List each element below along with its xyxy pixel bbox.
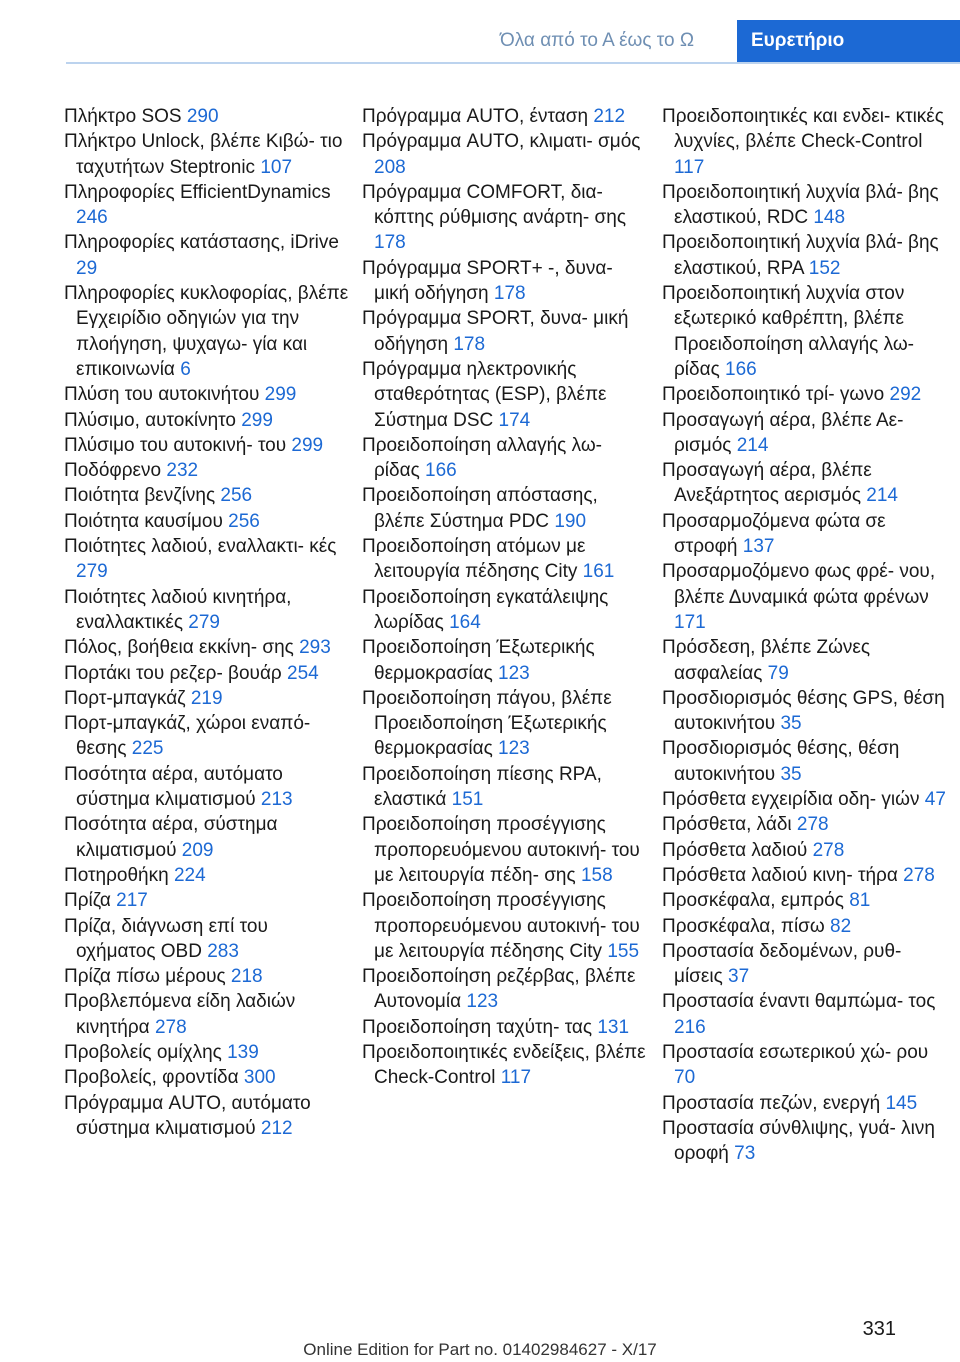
index-entry (662, 939, 947, 990)
entry-text: Ποτηροθήκη (64, 864, 169, 886)
entry-text: Πόλος, βοήθεια εκκίνη‐ σης (64, 637, 294, 659)
index-entry (64, 635, 349, 660)
index-entry (64, 534, 349, 585)
page-link[interactable]: 278 (154, 1016, 187, 1038)
entry-text: Πρόγραμμα ηλεκτρονικής σταθερότητας (ESP), βλέπε Σύστημα DSC (362, 358, 607, 431)
page-link[interactable]: 300 (243, 1067, 276, 1089)
entry-text: Προσκέφαλα, πίσω (662, 915, 825, 937)
page-link[interactable]: 178 (453, 333, 486, 355)
entry-text: Προστασία έναντι θαμπώμα‐ τος (662, 991, 936, 1013)
index-entry (64, 762, 349, 813)
index-entry (662, 888, 947, 913)
index-entry (362, 888, 647, 964)
page-link[interactable]: 212 (593, 106, 626, 127)
index-entry (362, 762, 647, 813)
index-entry (662, 104, 947, 180)
entry-text: Προειδοποιητικές και ενδει‐ κτικές λυχνίες, βλέπε Check-Control (662, 106, 944, 153)
entry-text: Πληροφορίες EfficientDynamics (64, 181, 331, 203)
page-link[interactable]: 292 (889, 384, 922, 406)
index-entry (662, 281, 947, 382)
page-link[interactable]: 216 (674, 1016, 706, 1038)
page-link[interactable]: 214 (866, 485, 898, 507)
entry-text: Προειδοποιητική λυχνία βλά‐ βης ελαστικού, RDC (662, 181, 939, 229)
entry-text: Προσδιορισμός θέσης GPS, θέση αυτοκινήτου (662, 687, 945, 735)
index-entry (662, 635, 947, 686)
index-entry (662, 230, 947, 281)
index-entry (662, 180, 947, 231)
index-entry (362, 180, 647, 256)
page-link[interactable]: 35 (780, 763, 802, 785)
page-link[interactable]: 70 (674, 1067, 696, 1089)
page-link[interactable]: 171 (674, 611, 706, 633)
entry-text: Προστασία δεδομένων, ρυθ‐ μίσεις (662, 940, 902, 988)
index-entry (64, 1091, 349, 1142)
index-column-3 (662, 104, 947, 1166)
page-link[interactable]: 73 (734, 1143, 756, 1165)
entry-text: Προβλεπόμενα είδη λαδιών κινητήρα (64, 991, 296, 1038)
page-link[interactable]: 123 (498, 662, 530, 684)
entry-text: Πληροφορίες κυκλοφορίας, βλέπε Εγχειρίδιο οδηγιών για την πλοήγηση, ψυχαγω‐ γία και επικοινωνία (64, 283, 349, 380)
index-entry (662, 989, 947, 1040)
entry-text: Ποιότητα βενζίνης (64, 485, 216, 507)
page-link[interactable]: 117 (674, 156, 705, 178)
page-link[interactable]: 137 (742, 536, 775, 558)
page-link[interactable]: 81 (849, 890, 871, 912)
index-entry (64, 585, 349, 636)
header-rule (66, 62, 960, 64)
index-entry (362, 534, 647, 585)
index-entry (64, 230, 349, 281)
entry-text: Πρόγραμμα COMFORT, δια‐ κόπτης ρύθμισης ανάρτη‐ σης (362, 181, 626, 229)
index-column-1 (64, 104, 349, 1141)
page-link[interactable]: 131 (597, 1016, 630, 1038)
entry-text: Προειδοποίηση προσέγγισης προπορευόμενου αυτοκινή‐ του με λειτουργία πέδησης City (362, 890, 640, 962)
entry-text: Πρόγραμμα SPORT, δυνα‐ μική οδήγηση (362, 308, 629, 355)
entry-text: Προειδοποίηση ταχύτη‐ τας (362, 1016, 593, 1038)
page-link[interactable]: 151 (451, 789, 484, 811)
page-link[interactable]: 79 (767, 662, 789, 684)
entry-text: Προσδιορισμός θέσης, θέση αυτοκινήτου (662, 738, 900, 785)
entry-text: Προσαρμοζόμενο φως φρέ‐ νου, βλέπε Δυναμικά φώτα φρένων (662, 561, 936, 608)
page-link[interactable]: 161 (582, 561, 615, 583)
page-link[interactable]: 212 (260, 1117, 293, 1139)
entry-text: Πρόγραμμα SPORT+ -, δυνα‐ μική οδήγηση (362, 257, 613, 305)
index-entry (64, 509, 349, 534)
index-entry (64, 686, 349, 711)
page-link[interactable]: 164 (449, 611, 481, 633)
index-entry (64, 888, 349, 913)
index-entry (64, 661, 349, 686)
footer-edition: Online Edition for Part no. 01402984627 - X/17 (303, 1340, 657, 1359)
index-entry (64, 812, 349, 863)
entry-text: Προστασία σύνθλιψης, γυά‐ λινη οροφή (662, 1117, 935, 1165)
section-title[interactable]: Όλα από το Α έως το Ω (500, 30, 695, 51)
page-link[interactable]: 174 (498, 409, 531, 431)
entry-text: Προσκέφαλα, εμπρός (662, 890, 844, 912)
entry-text: Προειδοποίηση εγκατάλειψης λωρίδας (362, 586, 609, 633)
index-entry (64, 989, 349, 1040)
entry-text: Προειδοποιητική λυχνία βλά‐ βης ελαστικού, RPA (662, 232, 939, 279)
index-entry (64, 1065, 349, 1090)
index-entry (64, 180, 349, 231)
entry-text: Πορτ-μπαγκάζ, χώροι εναπό‐ θεσης (64, 713, 311, 760)
index-entry (64, 1040, 349, 1065)
page-link[interactable]: 254 (287, 662, 319, 684)
index-entry (662, 1091, 947, 1116)
index-entry (362, 357, 647, 433)
entry-text: Πλύσιμο, αυτοκίνητο (64, 409, 236, 431)
entry-text: Προειδοποίηση πάγου, βλέπε Προειδοποίηση Έξωτερικής θερμοκρασίας (362, 687, 612, 760)
index-entry (64, 458, 349, 483)
entry-text: Προσαρμοζόμενα φώτα σε στροφή (662, 510, 886, 558)
index-entry (362, 433, 647, 484)
index-column-2 (362, 104, 647, 1091)
index-entry (662, 686, 947, 737)
entry-text: Προειδοποίηση αλλαγής λω‐ ρίδας (362, 434, 602, 482)
entry-text: Πρόσθετα λαδιού (662, 839, 808, 861)
entry-text: Πρόσθετα λαδιού κινη‐ τήρα (662, 864, 898, 886)
entry-text: Πρόσθετα εγχειρίδια οδη‐ γιών (662, 789, 920, 811)
page-link[interactable]: 299 (264, 384, 297, 406)
entry-text: Προειδοποιητική λυχνία στον εξωτερικό καθρέπτη, βλέπε Προειδοποίηση αλλαγής λω‐ ρίδας (662, 283, 914, 380)
entry-text: Πρίζα (64, 890, 111, 912)
index-entry (362, 635, 647, 686)
index-entry (362, 1015, 647, 1040)
page-link[interactable]: 256 (228, 510, 260, 532)
page-link[interactable]: 166 (425, 460, 457, 482)
page-link[interactable]: 107 (260, 156, 293, 178)
page-link[interactable]: 279 (76, 561, 108, 583)
page-link[interactable]: 299 (291, 434, 324, 456)
page-link[interactable]: 293 (299, 637, 331, 659)
entry-text: Πρόγραμμα AUTO, κλιματι‐ σμός (362, 131, 641, 153)
page-link[interactable]: 217 (116, 890, 148, 912)
entry-text: Προειδοποιητικό τρί‐ γωνο (662, 384, 885, 406)
entry-text: Ποσότητα αέρα, σύστημα κλιματισμού (64, 814, 278, 861)
page-link[interactable]: 148 (813, 207, 846, 229)
entry-text: Πλήκτρο SOS (64, 106, 182, 127)
index-entry (662, 458, 947, 509)
page-link[interactable]: 299 (241, 409, 273, 431)
entry-text: Πρόγραμμα AUTO, αυτόματο σύστημα κλιματισμού (64, 1092, 311, 1139)
page-link[interactable]: 213 (260, 789, 293, 811)
entry-text: Ποδόφρενο (64, 460, 162, 482)
page-number: 331 (862, 1318, 896, 1340)
page-link[interactable]: 290 (186, 106, 219, 127)
page-link[interactable]: 145 (885, 1092, 918, 1114)
page-link[interactable]: 256 (220, 485, 253, 507)
page-link[interactable]: 246 (76, 207, 108, 229)
index-entry (662, 1040, 947, 1091)
index-entry (362, 1040, 647, 1091)
page-link[interactable]: 139 (227, 1041, 259, 1063)
index-entry (662, 914, 947, 939)
index-entry (662, 382, 947, 407)
entry-text: Πρίζα, διάγνωση επί του οχήματος OBD (64, 915, 268, 962)
page-link[interactable]: 117 (500, 1067, 532, 1089)
entry-text: Προειδοποίηση ατόμων με λειτουργία πέδησης City (362, 536, 586, 583)
index-entry (64, 863, 349, 888)
entry-text: Πληροφορίες κατάστασης, iDrive (64, 232, 339, 254)
index-entry (662, 812, 947, 837)
index-entry (662, 509, 947, 560)
index-entry (662, 559, 947, 635)
entry-text: Προσαγωγή αέρα, βλέπε Ανεξάρτητος αερισμός (662, 460, 872, 507)
index-entry (64, 104, 349, 129)
index-entry (64, 964, 349, 989)
page-link[interactable]: 209 (181, 839, 214, 861)
page-link[interactable]: 152 (808, 257, 841, 279)
page-link[interactable]: 225 (131, 738, 164, 760)
entry-text: Ποιότητα καυσίμου (64, 510, 223, 532)
index-entry (662, 408, 947, 459)
index-entry (64, 433, 349, 458)
index-entry (362, 585, 647, 636)
page-link[interactable]: 190 (554, 510, 587, 532)
page-link[interactable]: 166 (725, 358, 757, 380)
index-entry (64, 711, 349, 762)
page-link[interactable]: 82 (830, 915, 852, 937)
entry-text: Προστασία πεζών, ενεργή (662, 1092, 881, 1114)
page-link[interactable]: 123 (466, 991, 499, 1013)
index-tab[interactable]: Ευρετήριο (737, 20, 960, 62)
page-link[interactable]: 37 (728, 966, 750, 988)
page-link[interactable]: 283 (207, 940, 239, 962)
entry-text: Πορτάκι του ρεζερ‐ βουάρ (64, 662, 282, 684)
entry-text: Προστασία εσωτερικού χώ‐ ρου (662, 1041, 929, 1063)
index-entry (362, 256, 647, 307)
entry-text: Πλύση του αυτοκινήτου (64, 384, 260, 406)
index-entry (362, 812, 647, 888)
page-link[interactable]: 29 (76, 257, 98, 279)
page-link[interactable]: 178 (493, 283, 526, 305)
index-entry (662, 838, 947, 863)
page-link[interactable]: 218 (230, 966, 263, 988)
page-link[interactable]: 278 (812, 839, 845, 861)
index-entry (362, 964, 647, 1015)
index-entry (362, 686, 647, 762)
page-header (0, 20, 960, 62)
index-entry (64, 483, 349, 508)
entry-text: Πλήκτρο Unlock, βλέπε Κιβώ‐ τιο ταχυτήτων Steptronic (64, 131, 343, 178)
entry-text: Προειδοποιητικές ενδείξεις, βλέπε Check-Control (362, 1041, 646, 1089)
index-entry (662, 1116, 947, 1167)
entry-text: Πρόσθετα, λάδι (662, 814, 792, 836)
page-link[interactable]: 47 (924, 789, 946, 811)
entry-text: Πρίζα πίσω μέρους (64, 966, 226, 988)
page-link[interactable]: 35 (780, 713, 802, 735)
page-link[interactable]: 224 (173, 864, 206, 886)
index-entry (362, 306, 647, 357)
page-link[interactable]: 123 (498, 738, 530, 760)
entry-text: Προσαγωγή αέρα, βλέπε Αε‐ ρισμός (662, 409, 904, 456)
index-entry (64, 914, 349, 965)
entry-text: Πορτ-μπαγκάζ (64, 687, 186, 709)
index-entry (362, 129, 647, 180)
index-entry (64, 382, 349, 407)
entry-text: Προειδοποίηση απόστασης, βλέπε Σύστημα PDC (362, 485, 598, 532)
entry-text: Ποσότητα αέρα, αυτόματο σύστημα κλιματισμού (64, 763, 283, 811)
entry-text: Ποιότητες λαδιού κινητήρα, εναλλακτικές (64, 586, 292, 633)
index-entry (64, 408, 349, 433)
index-entry (662, 863, 947, 888)
entry-text: Ποιότητες λαδιού, εναλλακτι‐ κές (64, 536, 337, 558)
index-entry (662, 787, 947, 812)
entry-text: Προειδοποίηση πίεσης RPA, ελαστικά (362, 763, 602, 811)
page-link[interactable]: 278 (796, 814, 829, 836)
page-link[interactable]: 155 (607, 940, 640, 962)
index-entry (64, 129, 349, 180)
page-link[interactable]: 208 (374, 156, 406, 178)
entry-text: Προβολείς, φροντίδα (64, 1067, 239, 1089)
entry-text: Πρόγραμμα AUTO, ένταση (362, 106, 589, 127)
page-link[interactable]: 178 (374, 232, 406, 254)
index-entry (362, 483, 647, 534)
page-link[interactable]: 219 (190, 687, 223, 709)
index-entry (662, 736, 947, 787)
entry-text: Προειδοποίηση Έξωτερικής θερμοκρασίας (362, 637, 595, 684)
entry-text: Πλύσιμο του αυτοκινή‐ του (64, 434, 287, 456)
page-link[interactable]: 232 (166, 460, 199, 482)
page-link[interactable]: 6 (180, 358, 191, 380)
page-link[interactable]: 158 (580, 864, 613, 886)
page-link[interactable]: 214 (736, 434, 769, 456)
index-entry (64, 281, 349, 382)
index-entry (362, 104, 647, 129)
page-link[interactable]: 279 (188, 611, 220, 633)
page-link[interactable]: 278 (903, 864, 935, 886)
entry-text: Προειδοποίηση ρεζέρβας, βλέπε Αυτονομία (362, 966, 636, 1013)
entry-text: Πρόσδεση, βλέπε Ζώνες ασφαλείας (662, 637, 871, 684)
entry-text: Προειδοποίηση προσέγγισης προπορευόμενου αυτοκινή‐ του με λειτουργία πέδη‐ σης (362, 814, 640, 886)
entry-text: Προβολείς ομίχλης (64, 1041, 222, 1063)
